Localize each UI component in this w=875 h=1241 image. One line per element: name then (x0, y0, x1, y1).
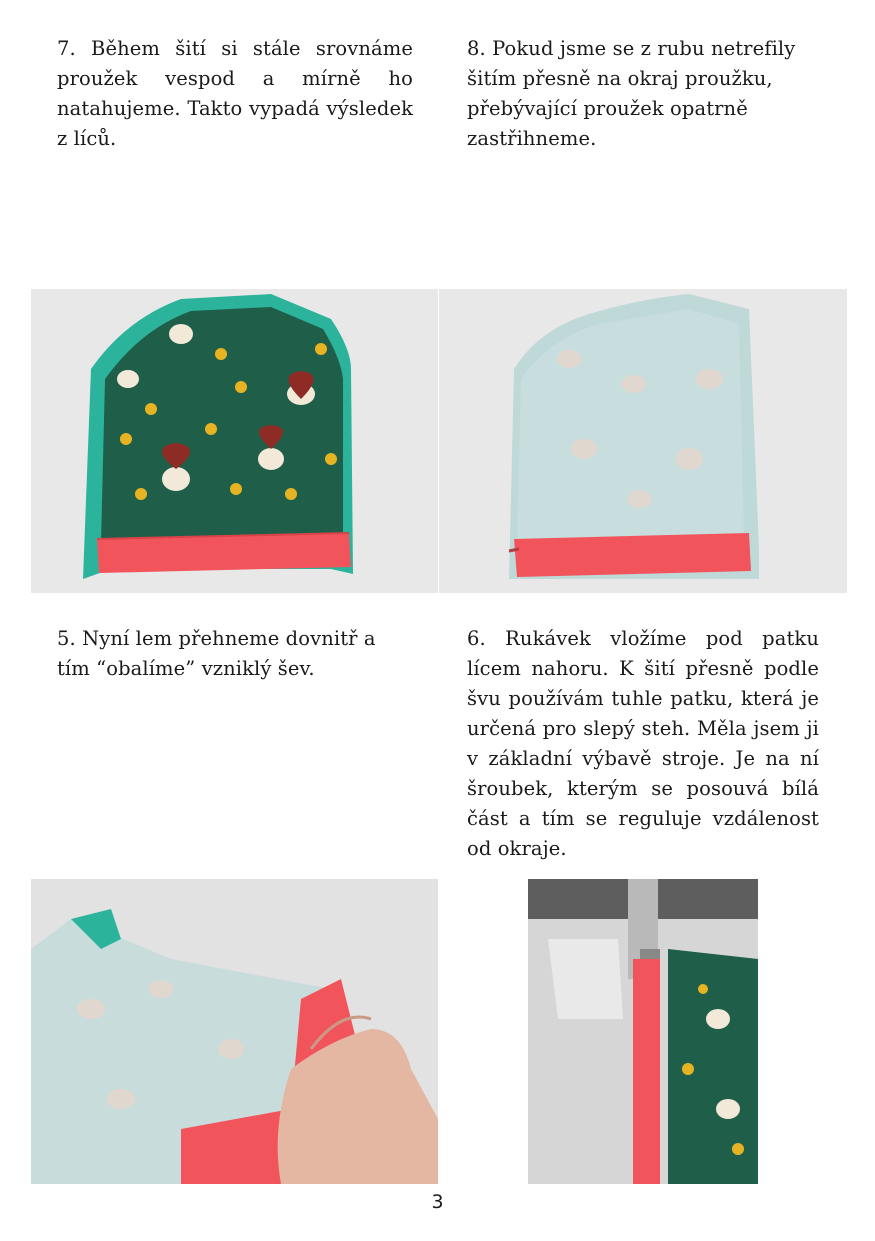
photo-sewing-machine-foot (528, 879, 758, 1184)
photo-sleeve-wrong-side (439, 289, 847, 593)
step-8-text: 8. Pokud jsme se z rubu netrefily šitím přesně na okraj proužku, přebývající proužek opatrně zastřihneme. (467, 37, 796, 150)
step-7-text: 7. Během šití si stále srovnáme proužek vespod a mírně ho natahujeme. Takto vypadá výsledek z líců. (57, 37, 413, 150)
photo-sleeve-right-side (31, 289, 438, 593)
page-number: 3 (431, 1191, 444, 1213)
photo-folding-hem (31, 879, 438, 1184)
step-5-text: 5. Nyní lem přehneme dovnitř a tím “obalíme” vzniklý šev. (57, 627, 376, 680)
step-6-text: 6. Rukávek vložíme pod patku lícem nahoru. K šití přesně podle švu používám tuhle patku, která je určená pro slepý steh. Měla jsem ji v základní výbavě stroje. Je na ní šroubek, kterým se posouvá bílá část a tím se reguluje vzdálenost od okraje. (467, 627, 819, 860)
